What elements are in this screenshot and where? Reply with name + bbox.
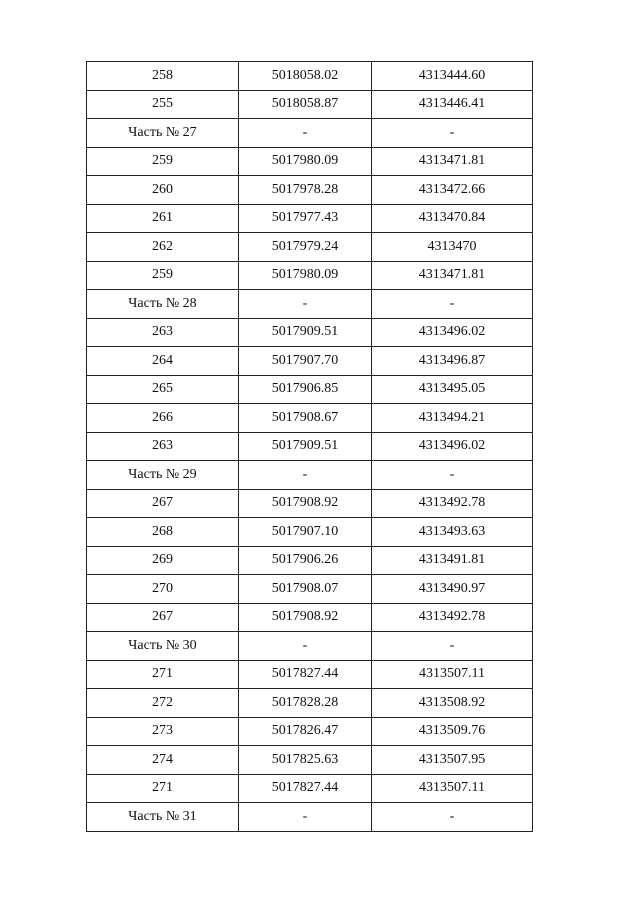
point-cell: 266 xyxy=(87,404,239,433)
table-row xyxy=(87,90,533,119)
section-label-cell: Часть № 28 xyxy=(87,290,239,319)
section-row xyxy=(87,632,533,661)
point-cell: 259 xyxy=(87,147,239,176)
x-coordinate-cell: 5017908.07 xyxy=(239,575,372,604)
x-coordinate-cell: - xyxy=(239,119,372,148)
y-coordinate-cell: 4313496.02 xyxy=(372,318,533,347)
y-coordinate-cell: 4313471.81 xyxy=(372,261,533,290)
x-coordinate-cell: 5017827.44 xyxy=(239,660,372,689)
y-coordinate-cell: 4313470 xyxy=(372,233,533,262)
point-cell: 259 xyxy=(87,261,239,290)
table-row xyxy=(87,147,533,176)
section-row xyxy=(87,290,533,319)
y-coordinate-cell: 4313507.11 xyxy=(372,774,533,803)
point-cell: 274 xyxy=(87,746,239,775)
y-coordinate-cell: - xyxy=(372,290,533,319)
table-row xyxy=(87,62,533,91)
table-row xyxy=(87,746,533,775)
point-cell: 271 xyxy=(87,660,239,689)
point-cell: 264 xyxy=(87,347,239,376)
y-coordinate-cell: 4313491.81 xyxy=(372,546,533,575)
point-cell: 263 xyxy=(87,318,239,347)
table-row xyxy=(87,318,533,347)
y-coordinate-cell: 4313492.78 xyxy=(372,489,533,518)
point-cell: 255 xyxy=(87,90,239,119)
x-coordinate-cell: - xyxy=(239,803,372,832)
point-cell: 262 xyxy=(87,233,239,262)
table-row xyxy=(87,432,533,461)
table-row xyxy=(87,375,533,404)
point-cell: 270 xyxy=(87,575,239,604)
table-row xyxy=(87,176,533,205)
x-coordinate-cell: - xyxy=(239,632,372,661)
y-coordinate-cell: 4313496.87 xyxy=(372,347,533,376)
x-coordinate-cell: 5017980.09 xyxy=(239,261,372,290)
table-row xyxy=(87,575,533,604)
table-row xyxy=(87,774,533,803)
point-cell: 267 xyxy=(87,603,239,632)
table-row xyxy=(87,518,533,547)
coordinates-table-body xyxy=(87,62,533,832)
x-coordinate-cell: 5017826.47 xyxy=(239,717,372,746)
x-coordinate-cell: 5017908.92 xyxy=(239,489,372,518)
y-coordinate-cell: - xyxy=(372,632,533,661)
y-coordinate-cell: 4313509.76 xyxy=(372,717,533,746)
section-row xyxy=(87,803,533,832)
x-coordinate-cell: 5017827.44 xyxy=(239,774,372,803)
coordinates-table xyxy=(86,61,533,832)
table-row xyxy=(87,204,533,233)
point-cell: 263 xyxy=(87,432,239,461)
section-label-cell: Часть № 29 xyxy=(87,461,239,490)
table-row xyxy=(87,404,533,433)
x-coordinate-cell: 5017907.10 xyxy=(239,518,372,547)
x-coordinate-cell: - xyxy=(239,290,372,319)
table-row xyxy=(87,660,533,689)
y-coordinate-cell: 4313495.05 xyxy=(372,375,533,404)
y-coordinate-cell: 4313444.60 xyxy=(372,62,533,91)
y-coordinate-cell: 4313496.02 xyxy=(372,432,533,461)
section-row xyxy=(87,461,533,490)
table-row xyxy=(87,689,533,718)
y-coordinate-cell: 4313494.21 xyxy=(372,404,533,433)
table-row xyxy=(87,717,533,746)
y-coordinate-cell: 4313507.11 xyxy=(372,660,533,689)
y-coordinate-cell: 4313508.92 xyxy=(372,689,533,718)
x-coordinate-cell: 5017977.43 xyxy=(239,204,372,233)
y-coordinate-cell: 4313490.97 xyxy=(372,575,533,604)
section-label-cell: Часть № 27 xyxy=(87,119,239,148)
table-row xyxy=(87,261,533,290)
point-cell: 258 xyxy=(87,62,239,91)
section-label-cell: Часть № 30 xyxy=(87,632,239,661)
point-cell: 268 xyxy=(87,518,239,547)
x-coordinate-cell: 5017908.67 xyxy=(239,404,372,433)
point-cell: 269 xyxy=(87,546,239,575)
x-coordinate-cell: 5017909.51 xyxy=(239,318,372,347)
y-coordinate-cell: 4313493.63 xyxy=(372,518,533,547)
section-row xyxy=(87,119,533,148)
x-coordinate-cell: 5017906.85 xyxy=(239,375,372,404)
table-row xyxy=(87,546,533,575)
x-coordinate-cell: 5017980.09 xyxy=(239,147,372,176)
table-row xyxy=(87,603,533,632)
y-coordinate-cell: - xyxy=(372,119,533,148)
x-coordinate-cell: 5018058.02 xyxy=(239,62,372,91)
y-coordinate-cell: 4313507.95 xyxy=(372,746,533,775)
x-coordinate-cell: 5017979.24 xyxy=(239,233,372,262)
x-coordinate-cell: 5017978.28 xyxy=(239,176,372,205)
y-coordinate-cell: 4313492.78 xyxy=(372,603,533,632)
y-coordinate-cell: 4313470.84 xyxy=(372,204,533,233)
section-label-cell: Часть № 31 xyxy=(87,803,239,832)
x-coordinate-cell: 5017825.63 xyxy=(239,746,372,775)
y-coordinate-cell: 4313472.66 xyxy=(372,176,533,205)
y-coordinate-cell: - xyxy=(372,461,533,490)
y-coordinate-cell: 4313471.81 xyxy=(372,147,533,176)
x-coordinate-cell: 5017906.26 xyxy=(239,546,372,575)
x-coordinate-cell: 5017909.51 xyxy=(239,432,372,461)
table-row xyxy=(87,489,533,518)
y-coordinate-cell: 4313446.41 xyxy=(372,90,533,119)
x-coordinate-cell: - xyxy=(239,461,372,490)
x-coordinate-cell: 5018058.87 xyxy=(239,90,372,119)
point-cell: 273 xyxy=(87,717,239,746)
x-coordinate-cell: 5017907.70 xyxy=(239,347,372,376)
table-row xyxy=(87,347,533,376)
y-coordinate-cell: - xyxy=(372,803,533,832)
point-cell: 272 xyxy=(87,689,239,718)
point-cell: 267 xyxy=(87,489,239,518)
point-cell: 265 xyxy=(87,375,239,404)
x-coordinate-cell: 5017908.92 xyxy=(239,603,372,632)
point-cell: 261 xyxy=(87,204,239,233)
table-row xyxy=(87,233,533,262)
x-coordinate-cell: 5017828.28 xyxy=(239,689,372,718)
point-cell: 271 xyxy=(87,774,239,803)
point-cell: 260 xyxy=(87,176,239,205)
